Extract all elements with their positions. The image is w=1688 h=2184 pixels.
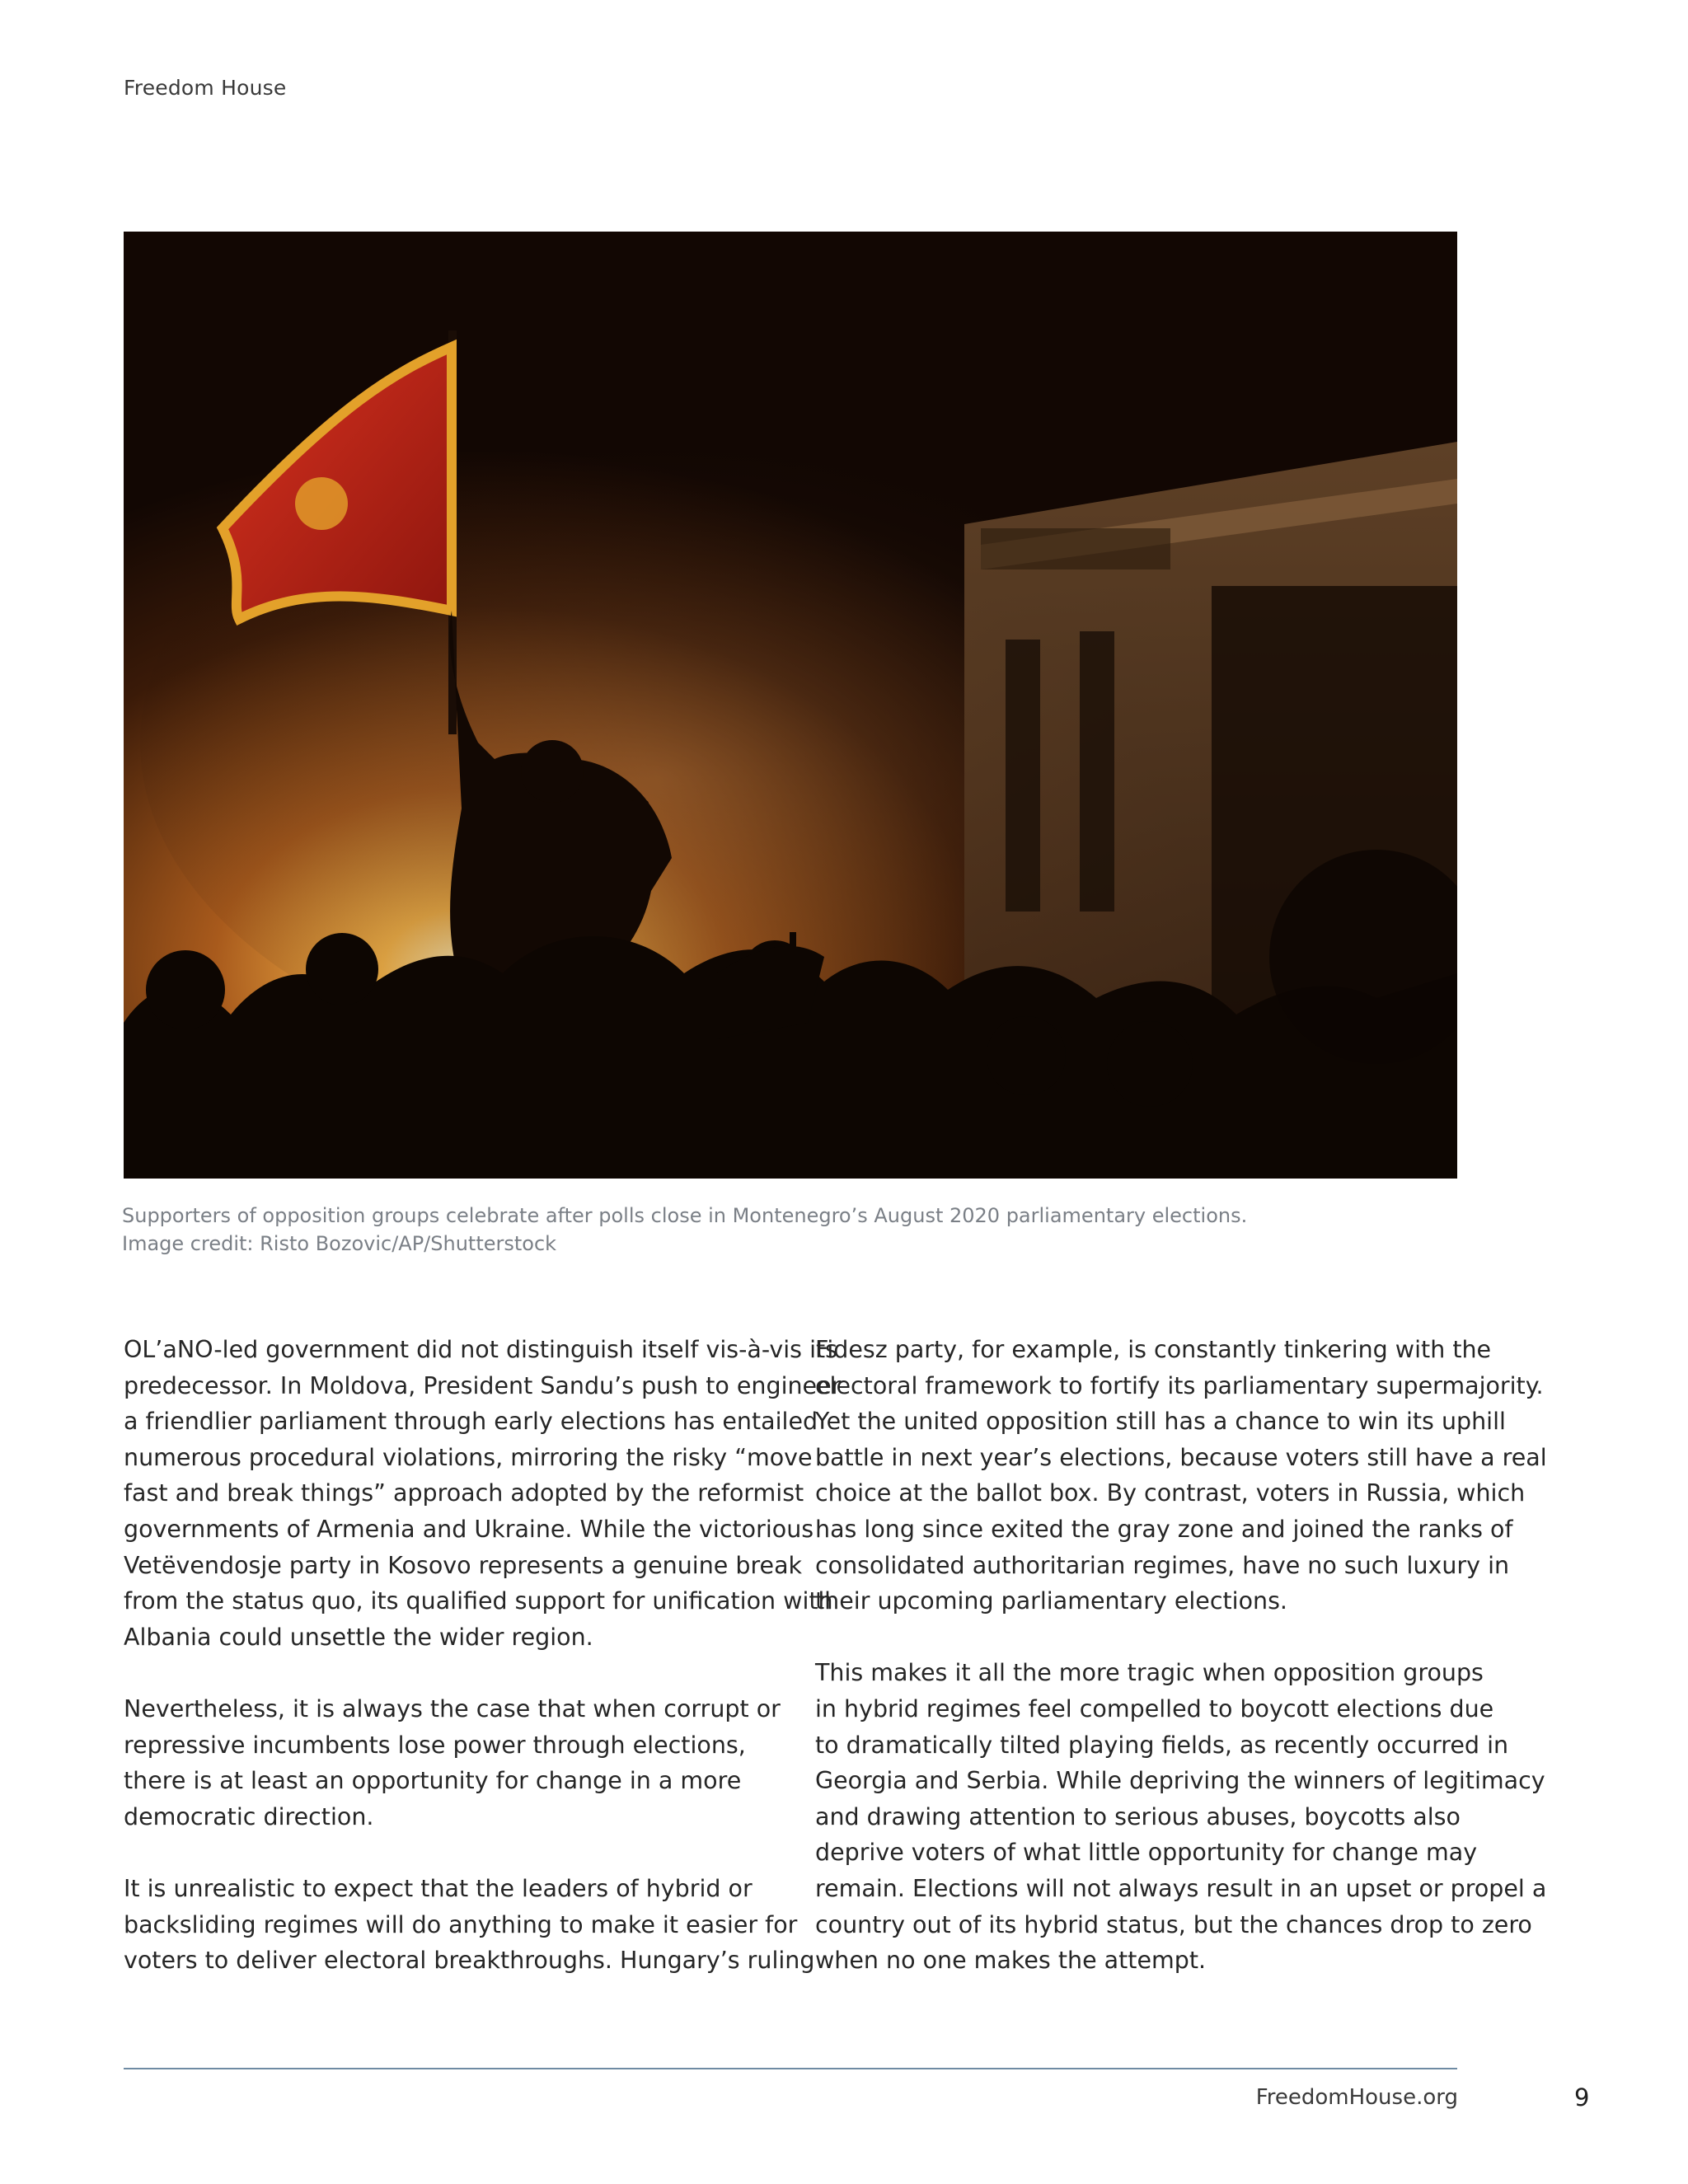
text-line: a friendlier parliament through early elections has entailed — [124, 1408, 818, 1436]
paragraph — [124, 1871, 815, 1979]
text-line: consolidated authoritarian regimes, have no such luxury in — [815, 1551, 1510, 1579]
header-brand: Freedom House — [124, 76, 287, 100]
text-line: It is unrealistic to expect that the leaders of hybrid or — [124, 1874, 753, 1902]
text-line: when no one makes the attempt. — [815, 1947, 1207, 1975]
footer-website: FreedomHouse.org — [1255, 2085, 1458, 2110]
image-credit: Image credit: Risto Bozovic/AP/Shutterstock — [122, 1232, 557, 1255]
text-line: Nevertheless, it is always the case that when corrupt or — [124, 1694, 781, 1722]
body-column-right — [815, 1332, 1547, 1979]
text-line: electoral framework to fortify its parliamentary supermajority. — [815, 1371, 1544, 1399]
text-line: there is at least an opportunity for change in a more — [124, 1767, 742, 1795]
text-line: in hybrid regimes feel compelled to boycott elections due — [815, 1694, 1494, 1722]
text-line: Georgia and Serbia. While depriving the winners of legitimacy — [815, 1767, 1545, 1795]
text-line: deprive voters of what little opportunity for change may — [815, 1839, 1478, 1867]
photo-protest-flag-icon — [124, 232, 1457, 1179]
text-line: This makes it all the more tragic when opposition groups — [815, 1659, 1484, 1687]
text-line: voters to deliver electoral breakthroughs. Hungary’s ruling — [124, 1947, 815, 1975]
text-line: OL’aNO-led government did not distinguish itself vis-à-vis its — [124, 1336, 838, 1363]
text-line: country out of its hybrid status, but the chances drop to zero — [815, 1910, 1532, 1938]
text-line: and drawing attention to serious abuses, boycotts also — [815, 1802, 1461, 1830]
text-line: numerous procedural violations, mirroring the risky “move — [124, 1443, 813, 1471]
text-line: choice at the ballot box. By contrast, voters in Russia, which — [815, 1479, 1526, 1507]
text-line: Albania could unsettle the wider region. — [124, 1623, 593, 1651]
text-line: their upcoming parliamentary elections. — [815, 1587, 1287, 1615]
text-line: predecessor. In Moldova, President Sandu’s push to engineer — [124, 1371, 842, 1399]
text-line: has long since exited the gray zone and joined the ranks of — [815, 1515, 1513, 1543]
article-photo — [124, 232, 1457, 1179]
text-line: Fidesz party, for example, is constantly tinkering with the — [815, 1336, 1492, 1363]
footer-divider — [124, 2068, 1457, 2069]
text-line: Yet the united opposition still has a chance to win its uphill — [815, 1408, 1506, 1436]
body-column-left — [124, 1332, 842, 1979]
text-line: to dramatically tilted playing fields, as recently occurred in — [815, 1731, 1509, 1759]
page-number: 9 — [1574, 2083, 1590, 2111]
text-line: from the status quo, its qualified support for unification with — [124, 1587, 833, 1615]
text-line: Vetëvendosje party in Kosovo represents a genuine break — [124, 1551, 803, 1579]
paragraph — [124, 1332, 842, 1655]
text-line: democratic direction. — [124, 1802, 374, 1830]
photo-caption — [122, 1202, 1457, 1258]
text-line: fast and break things” approach adopted by the reformist — [124, 1479, 804, 1507]
paragraph — [815, 1332, 1547, 1619]
text-line: backsliding regimes will do anything to make it easier for — [124, 1910, 798, 1938]
text-line: remain. Elections will not always result in an upset or propel a — [815, 1874, 1547, 1902]
text-line: governments of Armenia and Ukraine. While the victorious — [124, 1515, 814, 1543]
caption-text: Supporters of opposition groups celebrate after polls close in Montenegro’s August 2020 parliamentary elections. — [122, 1204, 1248, 1227]
paragraph — [815, 1655, 1547, 1978]
text-line: repressive incumbents lose power through elections, — [124, 1731, 746, 1759]
text-line: battle in next year’s elections, because voters still have a real — [815, 1443, 1547, 1471]
paragraph — [124, 1691, 781, 1835]
